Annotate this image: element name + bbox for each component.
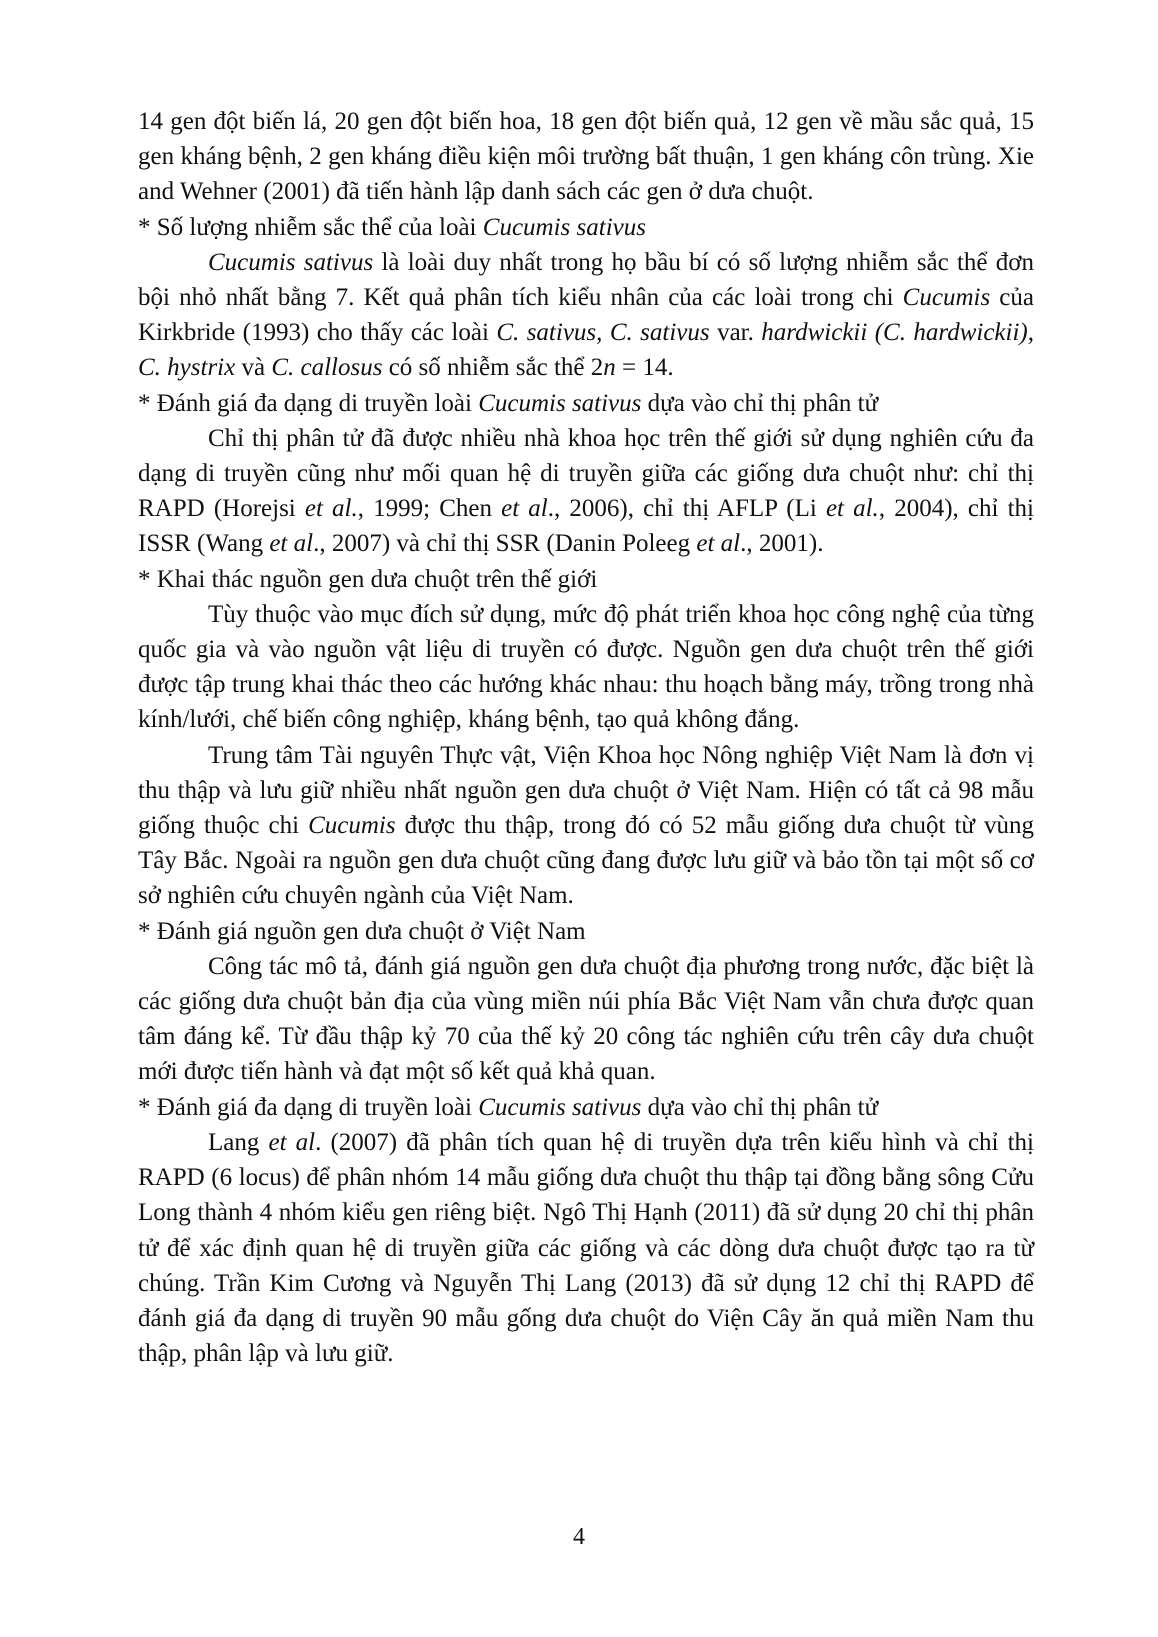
document-page (138, 104, 1034, 1371)
page-number: 4 (573, 1524, 585, 1550)
text-run: * Số lượng nhiễm sắc thể của loài (138, 213, 483, 241)
text-run: được thu thập, trong đó có 52 mẫu giống dưa chuột từ vùng Tây Bắc. Ngoài ra nguồn gen dưa chuột cũng đang được lưu giữ và bảo tồn tại một số cơ sở nghiên cứu chuyên ngành của Việt Nam. (138, 812, 1034, 910)
citation-etal: et al (696, 530, 741, 558)
species-name: C. callosus (271, 354, 383, 382)
citation-etal: et al (269, 530, 314, 558)
species-name: Cucumis sativus (208, 248, 374, 276)
paragraph-evaluation (138, 949, 1034, 1090)
text-run: * Khai thác nguồn gen dưa chuột trên thế giới (138, 565, 598, 593)
text-run: * Đánh giá đa dạng di truyền loài (138, 1093, 479, 1121)
text-run: . (2007) đã phân tích quan hệ di truyền dựa trên kiểu hình và chỉ thị RAPD (6 locus) để phân nhóm 14 mẫu giống dưa chuột thu thập tại đồng bằng sông Cửu Long thành 4 nhóm kiểu gen riêng biệt. Ngô Thị Hạnh (2011) đã sử dụng 20 chỉ thị phân tử để xác định quan hệ di truyền giữa các giống và các dòng dưa chuột được tạo ra từ chúng. Trần Kim Cương và Nguyễn Thị Lang (2013) đã sử dụng 12 chỉ thị RAPD để đánh giá đa dạng di truyền 90 mẫu gống dưa chuột do Viện Cây ăn quả miền Nam thu thập, phân lập và lưu giữ. (138, 1128, 1034, 1368)
citation-etal: et al. (825, 495, 879, 523)
text-run: var. (709, 319, 762, 347)
bullet-evaluation-vietnam (138, 914, 1034, 949)
text-run: , 2004), chỉ thị ISSR (Wang (138, 495, 1034, 558)
text-run: Tùy thuộc vào mục đích sử dụng, mức độ phát triển khoa học công nghệ của từng quốc gia và vào nguồn vật liệu di truyền có được. Nguồn gen dưa chuột trên thế giới được tập trung khai thác theo các hướng khác nhau: thu hoạch bằng máy, trồng trong nhà kính/lưới, chế biến công nghiệp, kháng bệnh, tạo quả không đắng. (138, 600, 1034, 734)
text-run: Công tác mô tả, đánh giá nguồn gen dưa chuột địa phương trong nước, đặc biệt là các giống dưa chuột bản địa của vùng miền núi phía Bắc Việt Nam vẫn chưa được quan tâm đáng kể. Từ đầu thập kỷ 70 của thế kỷ 20 công tác nghiên cứu trên cây dưa chuột mới được tiến hành và đạt một số kết quả khả quan. (138, 952, 1034, 1086)
paragraph-gene-counts (138, 104, 1034, 210)
citation-etal: et al (268, 1128, 316, 1156)
bullet-genetic-diversity-world (138, 386, 1034, 421)
math-variable: n (603, 354, 616, 382)
bullet-exploitation-world (138, 562, 1034, 597)
text-run: là loài duy nhất trong họ bầu bí có số lượng nhiễm sắc thể đơn bội nhỏ nhất bằng 7. Kết quả phân tích kiểu nhân của các loài trong chi (138, 248, 1034, 312)
paragraph-exploitation (138, 597, 1034, 738)
citation-etal: et al. (304, 495, 358, 523)
text-run: 14 gen đột biến lá, 20 gen đột biến hoa, 18 gen đột biến quả, 12 gen về mầu sắc quả, 15 gen kháng bệnh, 2 gen kháng điều kiện môi trường bất thuận, 1 gen kháng côn trùng. Xie and Wehner (2001) đã tiến hành lập danh sách các gen ở dưa chuột. (138, 108, 1034, 206)
paragraph-chromosome (138, 245, 1034, 386)
text-run: ., 2001). (740, 530, 824, 558)
bullet-chromosome-number (138, 210, 1034, 245)
genus-name: Cucumis (308, 812, 396, 840)
genus-name: Cucumis (902, 284, 991, 312)
species-name: Cucumis sativus (478, 389, 642, 417)
text-run: dựa vào chỉ thị phân tử (641, 1093, 879, 1121)
citation-etal: et al (501, 495, 548, 523)
text-run: , 1999; Chen (357, 495, 502, 523)
text-run: * Đánh giá nguồn gen dưa chuột ở Việt Nam (138, 917, 586, 945)
text-run: ., 2007) và chỉ thị SSR (Danin Poleeg (313, 530, 697, 558)
text-run: Chỉ thị phân tử đã được nhiều nhà khoa học trên thế giới sử dụng nghiên cứu đa dạng di truyền cũng như mối quan hệ di truyền giữa các giống dưa chuột như: chỉ thị RAPD (Horejsi (138, 424, 1034, 523)
species-name: Cucumis sativus (482, 213, 646, 241)
text-run: có số nhiễm sắc thể 2 (382, 354, 604, 382)
text-run: ., 2006), chỉ thị AFLP (Li (547, 495, 826, 523)
text-run: và (235, 354, 272, 382)
text-run: = 14. (615, 354, 674, 382)
paragraph-collection (138, 738, 1034, 914)
text-run: dựa vào chỉ thị phân tử (641, 389, 879, 417)
species-name: Cucumis sativus (478, 1093, 642, 1121)
text-run: Trung tâm Tài nguyên Thực vật, Viện Khoa học Nông nghiệp Việt Nam là đơn vị thu thập và lưu giữ nhiều nhất nguồn gen dưa chuột ở Việt Nam. Hiện có tất cả 98 mẫu giống thuộc chi (138, 741, 1034, 840)
bullet-genetic-diversity-vietnam (138, 1090, 1034, 1125)
paragraph-molecular-markers (138, 421, 1034, 562)
species-name: hardwickii (C. hardwickii), C. hystrix (138, 319, 1034, 382)
text-run: * Đánh giá đa dạng di truyền loài (138, 389, 479, 417)
species-name: C. sativus, C. sativus (496, 319, 710, 347)
text-run: Lang (208, 1128, 269, 1156)
paragraph-studies-vietnam (138, 1125, 1034, 1371)
text-run: của Kirkbride (1993) cho thấy các loài (138, 284, 1034, 347)
